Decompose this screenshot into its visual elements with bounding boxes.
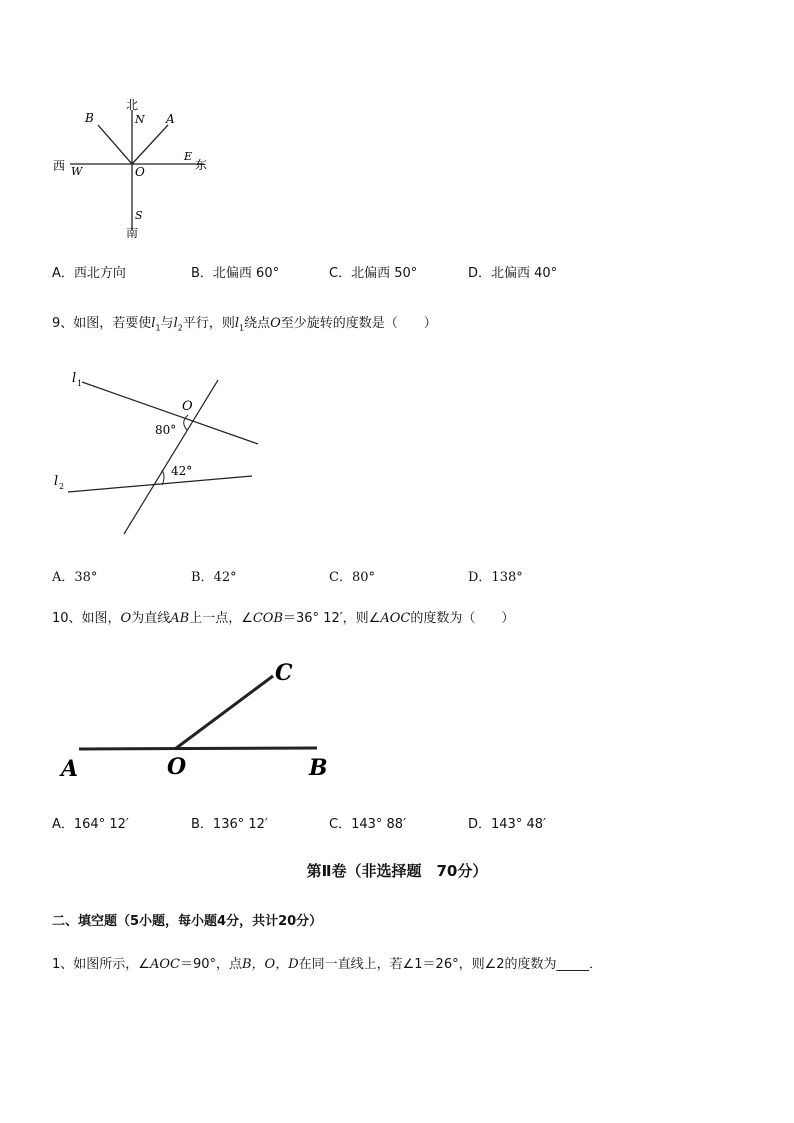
q10-option-a: A．164° 12′ <box>52 817 129 832</box>
angle-42-label: 42° <box>171 464 193 478</box>
q9-l2: l <box>173 316 178 331</box>
fill-question-1 <box>52 953 602 972</box>
l2-label: l <box>54 474 59 489</box>
north-cn-label: 北 <box>126 98 139 112</box>
ray-oc <box>175 676 273 749</box>
q10-option-c: C．143° 88′ <box>329 817 407 832</box>
fill1-prefix: 1、如图所示，∠ <box>52 957 150 972</box>
q10-option-d: D．143° 48′ <box>468 817 546 832</box>
q9-l1: l <box>151 316 156 331</box>
q8-option-a: A．西北方向 <box>52 266 126 281</box>
west-cn-label: 西 <box>53 159 66 173</box>
angle-80-label: 80° <box>155 423 177 437</box>
east-cn-label: 东 <box>195 158 208 172</box>
l1-sub-label: 1 <box>77 379 83 388</box>
north-letter-label: N <box>135 113 145 126</box>
point-b-label: B <box>309 755 328 781</box>
q10-prefix: 10、如图， <box>52 611 121 626</box>
q10-angle1: COB <box>252 611 284 626</box>
q9-prefix: 9、如图，若要使 <box>52 316 152 331</box>
q9-option-d: D．138° <box>468 570 523 585</box>
q8-option-d: D．北偏西 40° <box>468 266 558 281</box>
fill1-mid2: 在同一直线上，若∠1＝26°，则∠2的度数为 <box>298 957 557 972</box>
q9-l1-again-sub: 1 <box>239 323 245 333</box>
q9-option-b: B．42° <box>191 570 237 585</box>
west-letter-label: W <box>71 165 83 178</box>
south-cn-label: 南 <box>126 226 139 240</box>
section-subtitle: 二、填空题（5小题，每小题4分，共计20分） <box>52 914 323 929</box>
line-l2 <box>68 476 252 492</box>
section-title: 第Ⅱ卷（非选择题 70分） <box>306 862 488 880</box>
compass-ray-b <box>98 125 132 164</box>
q9-point: O <box>270 316 281 331</box>
q9-question <box>52 312 437 333</box>
compass-ray-a <box>132 125 168 164</box>
q9-mid1: 与 <box>160 316 174 331</box>
q10-line: AB <box>170 611 190 626</box>
east-letter-label: E <box>184 150 193 163</box>
point-c-label: C <box>275 660 293 686</box>
q9-suffix: 至少旋转的度数是（ ） <box>280 316 437 331</box>
answer-blank[interactable]: _____ <box>556 957 590 972</box>
transversal-line <box>124 380 218 534</box>
fill1-mid1: ＝90°，点 <box>179 957 242 972</box>
point-o-label: O <box>167 754 187 780</box>
compass-figure <box>50 95 220 245</box>
point-o-label: O <box>182 399 193 414</box>
center-label: O <box>135 165 145 179</box>
q9-option-c: C．80° <box>329 570 375 585</box>
q10-question <box>52 607 514 626</box>
angle-aoc-figure <box>55 652 345 787</box>
q9-l1-sub: 1 <box>155 323 161 333</box>
angle-80-arc <box>184 415 188 430</box>
ray-b-label: B <box>85 111 94 125</box>
south-letter-label: S <box>135 209 143 222</box>
q8-option-c: C．北偏西 50° <box>329 266 418 281</box>
fill1-points: B，O，D <box>241 957 299 972</box>
l2-sub-label: 2 <box>59 482 65 491</box>
l1-label: l <box>72 371 77 386</box>
q10-angle2: AOC <box>380 611 411 626</box>
q10-suffix: 的度数为（ ） <box>410 611 515 626</box>
q10-mid3: ＝36° 12′，则∠ <box>283 611 381 626</box>
q9-l1-again: l <box>234 316 240 331</box>
q10-mid2: 上一点，∠ <box>189 611 253 626</box>
line-ab <box>79 748 317 749</box>
q9-l2-sub: 2 <box>177 323 183 333</box>
q10-point: O <box>120 611 132 626</box>
q9-mid3: 绕点 <box>244 316 271 331</box>
q9-option-a: A．38° <box>52 570 98 585</box>
q10-option-b: B．136° 12′ <box>191 817 268 832</box>
parallel-lines-figure <box>50 362 265 542</box>
q9-mid2: 平行，则 <box>182 316 235 331</box>
q10-mid1: 为直线 <box>131 611 171 626</box>
q8-option-b: B．北偏西 60° <box>191 266 280 281</box>
fill1-end: ． <box>589 957 603 972</box>
point-a-label: A <box>61 756 79 782</box>
fill1-angle: AOC <box>149 957 180 972</box>
ray-a-label: A <box>166 112 175 126</box>
